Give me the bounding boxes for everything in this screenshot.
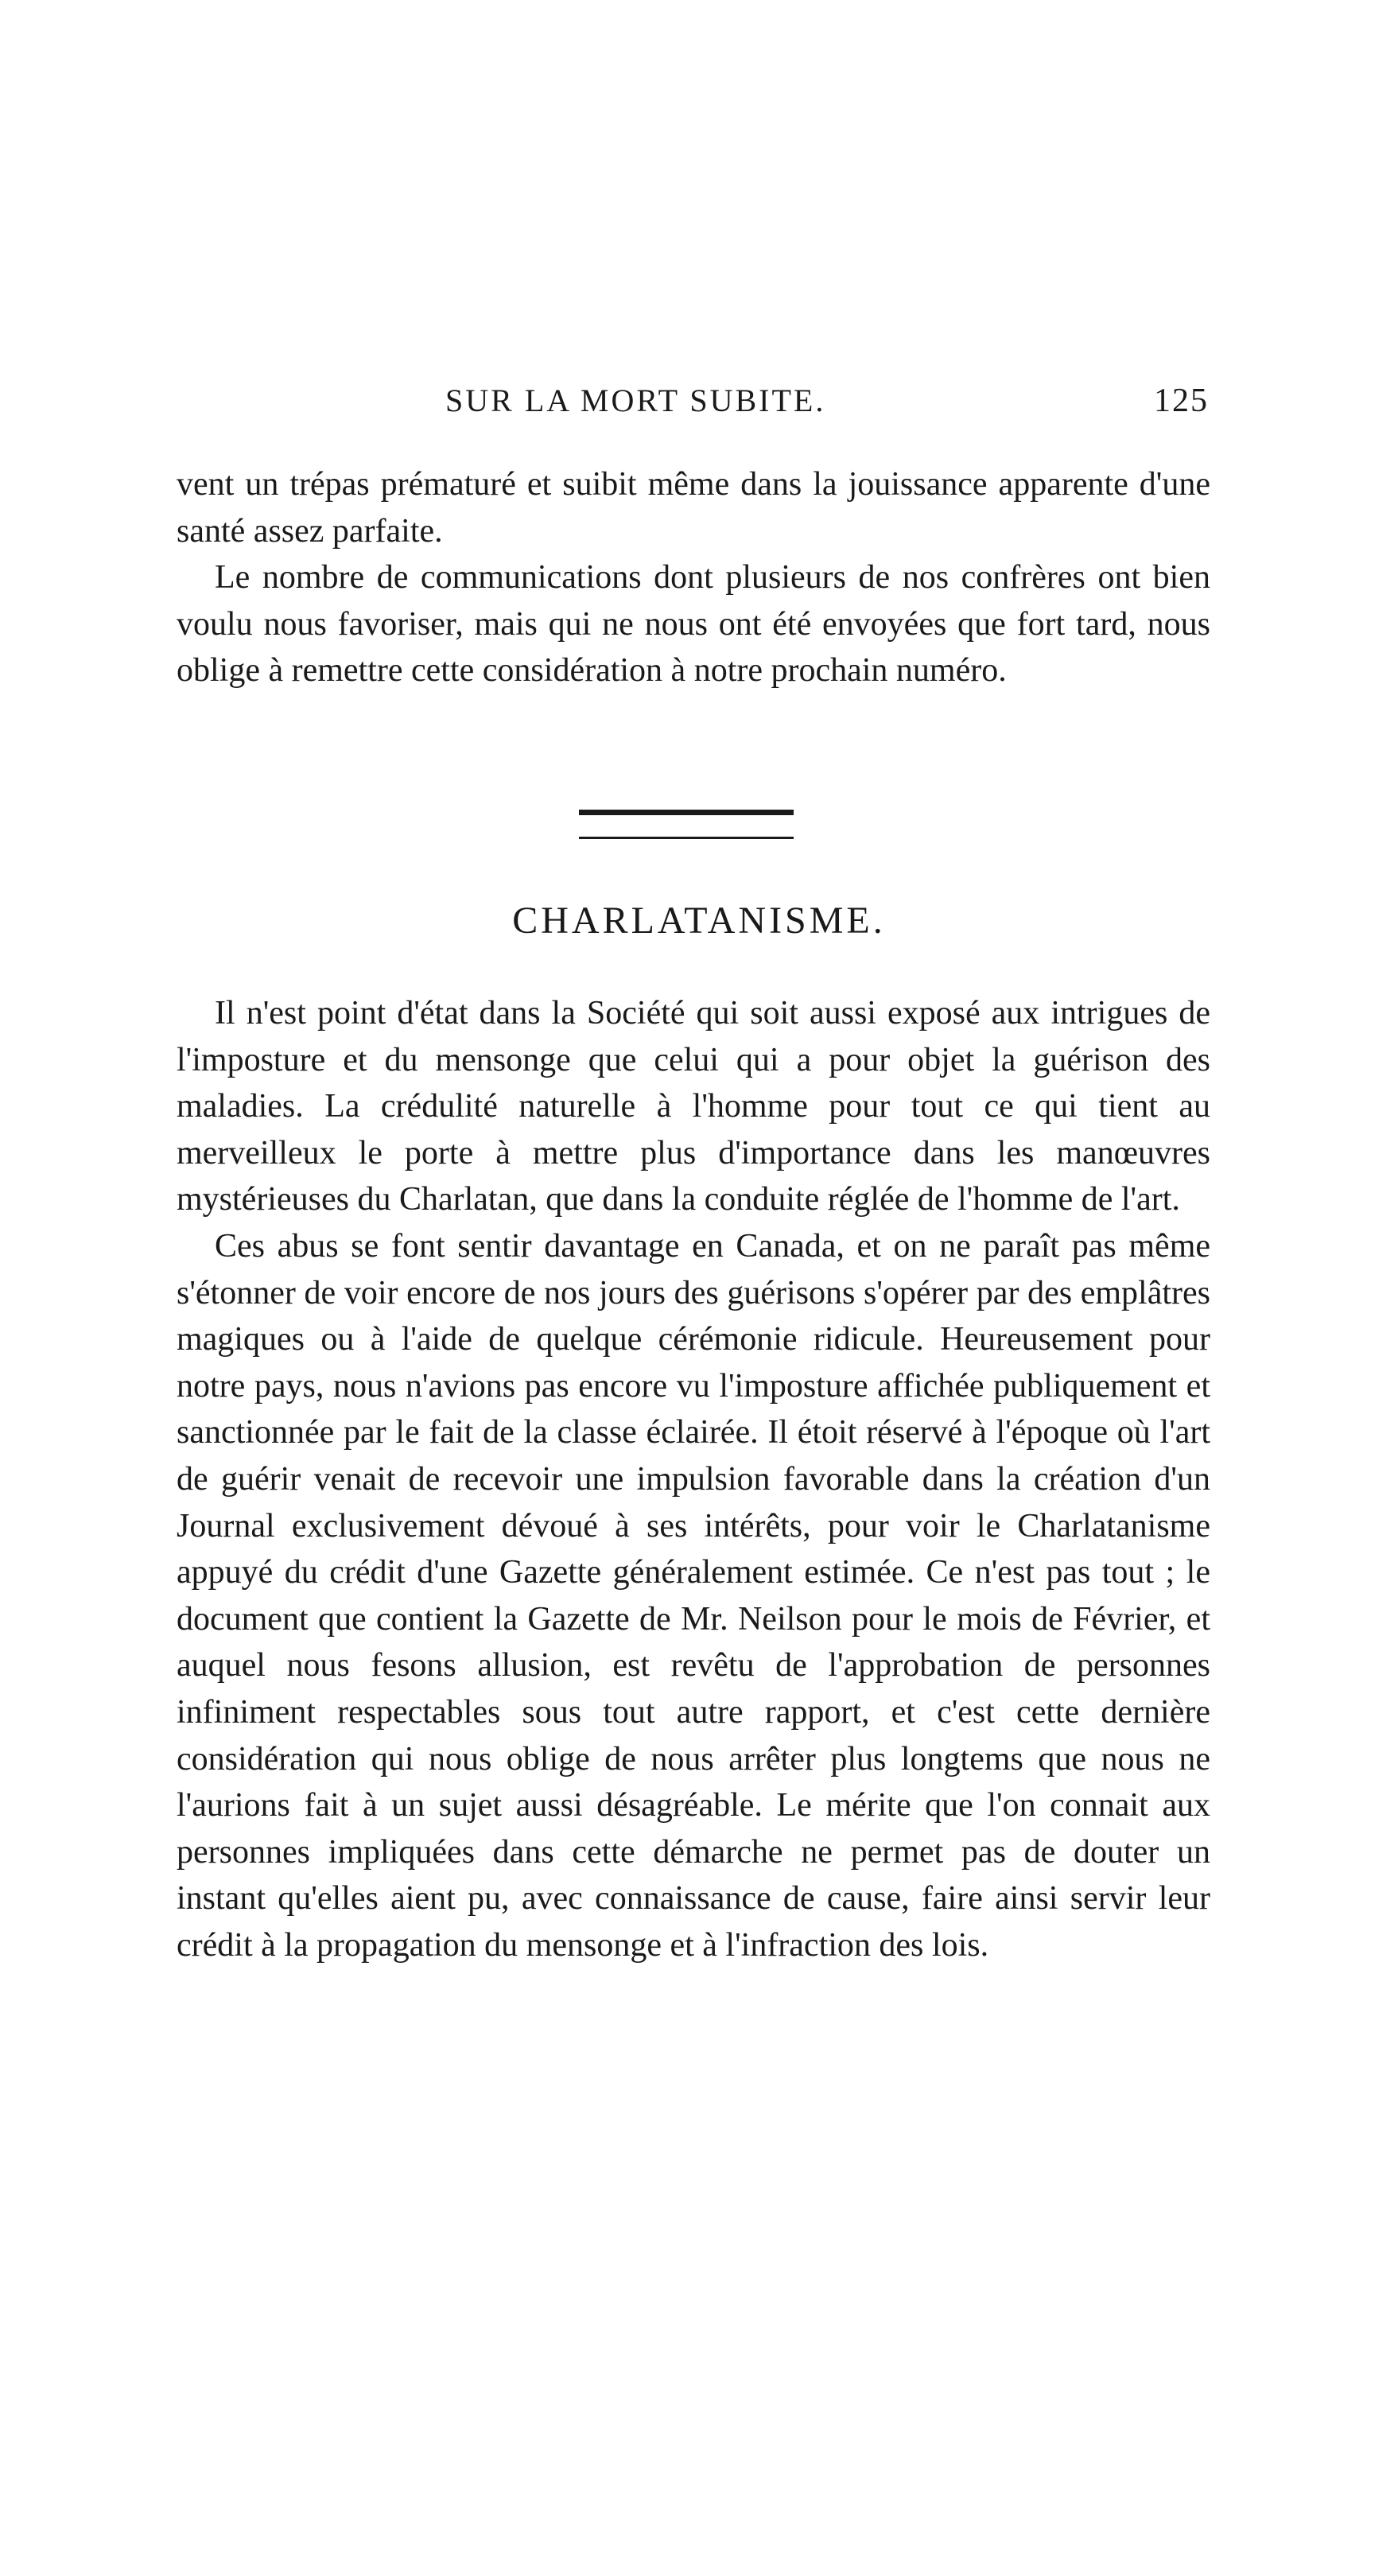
top-text-block (177, 461, 1210, 694)
section-divider-thin (579, 837, 794, 839)
running-title: SUR LA MORT SUBITE. (445, 383, 826, 418)
section-paragraph: Il n'est point d'état dans la Société qui soit aussi exposé aux intrigues de l'imposture et du mensonge que celui qui a pour objet la guérison des maladies. La crédulité naturelle à l'homme pour tout ce qui tient au merveilleux le porte à mettre plus d'importance dans les manœuvres mystérieuses du Charlatan, que dans la conduite réglée de l'homme de l'art. (177, 995, 1210, 1218)
running-head (445, 382, 1209, 437)
section-heading: CHARLATANISME. (512, 899, 886, 942)
continuation-paragraph: vent un trépas prématuré et suibit même dans la jouissance apparente d'une santé assez parfaite. (177, 466, 1210, 550)
section-divider-thick (579, 810, 794, 815)
section-body (177, 990, 1210, 1968)
editorial-note-paragraph: Le nombre de communications dont plusieurs de nos confrères ont bien voulu nous favoriser, mais qui ne nous ont été envoyées que fort tard, nous oblige à remettre cette considération à notre prochain numéro. (177, 559, 1210, 690)
section-paragraph: Ces abus se font sentir davantage en Canada, et on ne paraît pas même s'étonner de voir encore de nos jours des guérisons s'opérer par des emplâtres magiques ou à l'aide de quelque cérémonie ridicule. Heureusement pour notre pays, nous n'avions pas encore vu l'imposture affichée publiquement et sanctionnée par le fait de la classe éclairée. Il étoit réservé à l'époque où l'art de guérir venait de recevoir une impulsion favorable dans la création d'un Journal exclusivement dévoué à ses intérêts, pour voir le Charlatanisme appuyé du crédit d'une Gazette généralement estimée. Ce n'est pas tout ; le document que contient la Gazette de Mr. Neilson pour le mois de Février, et auquel nous fesons allusion, est revêtu de l'approbation de personnes infiniment respectables sous tout autre rapport, et c'est cette dernière considération qui nous oblige de nous arrêter plus longtems que nous ne l'aurions fait à un sujet aussi désagréable. Le mérite que l'on connait aux personnes impliquées dans cette démarche ne permet pas de douter un instant qu'elles aient pu, avec connaissance de cause, faire ainsi servir leur crédit à la propagation du mensonge et à l'infraction des lois. (177, 1227, 1210, 1964)
page-number: 125 (1154, 383, 1209, 419)
